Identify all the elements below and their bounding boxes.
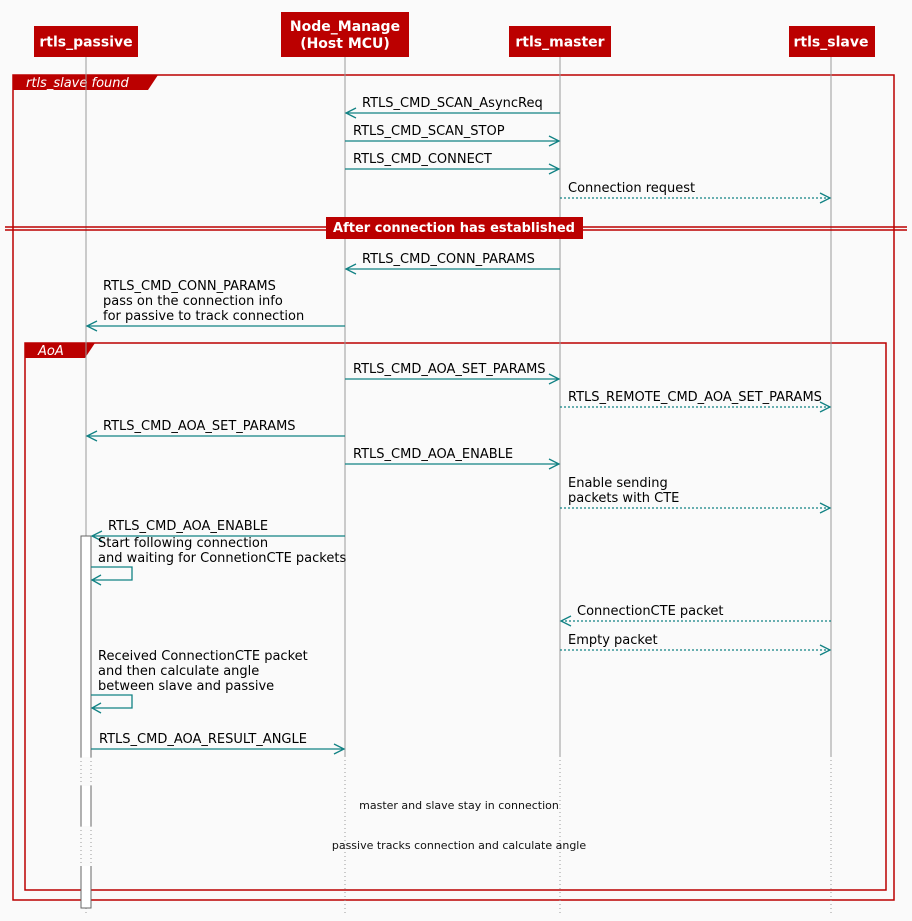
message-9 bbox=[87, 419, 345, 441]
message-label: RTLS_CMD_AOA_SET_PARAMS bbox=[353, 362, 546, 377]
message-8 bbox=[560, 390, 830, 412]
message-5 bbox=[346, 252, 560, 274]
participant-master bbox=[509, 26, 611, 57]
participant-passive bbox=[34, 26, 138, 57]
participant-slave bbox=[789, 26, 875, 57]
delay-note: master and slave stay in connection bbox=[359, 799, 559, 812]
section-divider bbox=[5, 217, 907, 239]
message-15 bbox=[560, 633, 830, 655]
message-label: RTLS_CMD_CONN_PARAMS bbox=[362, 252, 535, 267]
participant-label: rtls_slave bbox=[793, 34, 869, 51]
message-14 bbox=[561, 604, 831, 626]
frame-rtls-slave-found bbox=[13, 75, 894, 900]
message-3 bbox=[345, 152, 559, 174]
message-label: RTLS_CMD_CONNECT bbox=[353, 152, 492, 167]
participant-node bbox=[281, 12, 409, 57]
message-label: and waiting for ConnetionCTE packets bbox=[98, 551, 347, 566]
message-13 bbox=[91, 536, 346, 585]
message-label: RTLS_CMD_AOA_RESULT_ANGLE bbox=[99, 732, 307, 747]
message-line bbox=[91, 567, 132, 580]
message-label: RTLS_CMD_AOA_ENABLE bbox=[353, 447, 514, 462]
participant-label: rtls_master bbox=[515, 34, 605, 51]
message-label: RTLS_REMOTE_CMD_AOA_SET_PARAMS bbox=[568, 390, 822, 405]
message-label: Received ConnectionCTE packet bbox=[98, 649, 308, 664]
message-6 bbox=[87, 279, 345, 331]
message-4 bbox=[560, 181, 830, 203]
message-16 bbox=[91, 649, 308, 713]
message-label: Connection request bbox=[568, 181, 696, 196]
message-label: RTLS_CMD_SCAN_AsyncReq bbox=[362, 96, 543, 111]
message-label: Enable sending bbox=[568, 476, 668, 491]
divider-label: After connection has established bbox=[333, 221, 575, 236]
frame-label: AoA bbox=[38, 344, 64, 359]
frame-label: rtls_slave found bbox=[26, 76, 129, 91]
message-2 bbox=[345, 124, 559, 146]
frame-border bbox=[13, 75, 894, 900]
message-label: RTLS_CMD_AOA_ENABLE bbox=[108, 519, 269, 534]
message-label: for passive to track connection bbox=[103, 309, 305, 324]
message-line bbox=[91, 695, 132, 708]
message-label: and then calculate angle bbox=[98, 664, 260, 679]
message-label: RTLS_CMD_AOA_SET_PARAMS bbox=[103, 419, 296, 434]
message-10 bbox=[345, 447, 559, 469]
message-label: Empty packet bbox=[568, 633, 658, 648]
message-label: RTLS_CMD_SCAN_STOP bbox=[353, 124, 505, 139]
participant-label: rtls_passive bbox=[39, 34, 133, 51]
message-17 bbox=[91, 732, 344, 754]
message-label: ConnectionCTE packet bbox=[577, 604, 724, 619]
participant-label: Node_Manage bbox=[289, 19, 401, 35]
message-label: RTLS_CMD_CONN_PARAMS bbox=[103, 279, 276, 294]
message-7 bbox=[345, 362, 559, 384]
delay-note: passive tracks connection and calculate angle bbox=[331, 839, 587, 852]
message-label: Start following connection bbox=[98, 536, 269, 551]
message-label: packets with CTE bbox=[568, 491, 680, 506]
participant-label: (Host MCU) bbox=[300, 36, 390, 52]
message-label: pass on the connection info bbox=[103, 294, 283, 309]
message-label: between slave and passive bbox=[98, 679, 275, 694]
message-1 bbox=[346, 96, 560, 118]
message-11 bbox=[560, 476, 830, 513]
